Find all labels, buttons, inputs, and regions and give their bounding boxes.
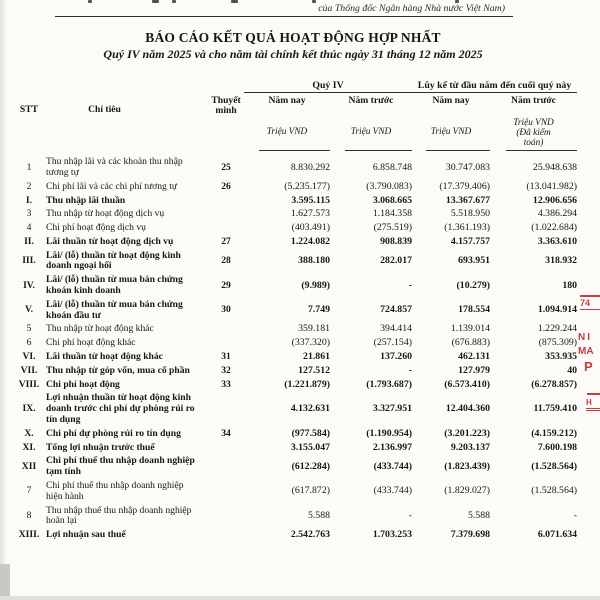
cell-label: Chi phí thuế thu nhập doanh nghiệp hiện hành <box>46 480 184 502</box>
cell-label: Thu nhập từ hoạt động khác <box>46 323 154 335</box>
cell-note: 32 <box>221 364 231 376</box>
table-row <box>12 453 577 478</box>
cell-label: Thu nhập lãi thuần <box>46 194 126 206</box>
stamp-fragment-ma: MA <box>578 346 594 357</box>
cell-q4-now: (1.221.879) <box>284 378 330 390</box>
stamp-fragment-p: P <box>584 359 593 374</box>
cell-q4-prev: 1.703.253 <box>372 529 412 541</box>
cell-label: Lãi thuần từ hoạt động khác <box>46 351 163 363</box>
unit-row <box>12 116 577 149</box>
table-row <box>12 377 577 391</box>
cell-ytd-now: 693.951 <box>458 255 490 267</box>
cell-ytd-prev: (875.309) <box>538 337 578 349</box>
cell-q4-now: 21.861 <box>303 351 330 363</box>
cell-stt: XI. <box>22 441 36 453</box>
cell-ytd-prev: 1.094.914 <box>537 304 578 316</box>
cell-ytd-now: 127.979 <box>458 364 490 376</box>
cell-note <box>208 390 244 425</box>
unit-label: Triệu VND <box>513 117 554 128</box>
cell-q4-prev: 3.327.951 <box>372 403 412 415</box>
cell-ytd-prev: 25.948.638 <box>532 161 578 173</box>
cell-stt: 2 <box>26 180 32 192</box>
cell-stt: IX. <box>22 403 36 415</box>
cell-label: Lãi/ (lỗ) thuần từ mua bán chứng khoán kinh doanh <box>46 274 183 297</box>
cell-note <box>208 206 244 220</box>
table-row <box>12 321 577 335</box>
audited-note: (Đã kiểm toán) <box>516 127 551 148</box>
stamp-fragment-ni: NI <box>578 332 592 343</box>
table-row <box>12 349 577 363</box>
cell-q4-now: 1.627.573 <box>290 208 330 220</box>
stamp-fragment-h: H <box>586 398 600 411</box>
cell-note: 30 <box>221 304 231 316</box>
cell-q4-prev: (1.190.954) <box>366 427 412 439</box>
cell-label: Chi phí lãi và các chi phí tương tự <box>46 180 178 192</box>
cell-stt: 4 <box>26 222 32 234</box>
cell-ytd-now: 5.518.950 <box>450 208 490 220</box>
cell-stt: XII <box>21 460 37 472</box>
cell-stt: 8 <box>26 510 32 522</box>
table-row <box>12 272 577 297</box>
scan-corner-artifact <box>0 564 10 600</box>
cell-ytd-now: 462.131 <box>458 351 490 363</box>
cell-ytd-now: 5.588 <box>467 510 490 522</box>
cell-note <box>208 335 244 349</box>
report-subtitle: Quý IV năm 2025 và cho năm tài chính kết thúc ngày 31 tháng 12 năm 2025 <box>103 47 483 61</box>
cell-stt: 7 <box>26 485 32 497</box>
group-header-quarter: Quý IV <box>244 66 412 93</box>
clipped-text-fragments <box>0 0 600 3</box>
cell-label: Chi phí dự phòng rủi ro tín dụng <box>46 427 181 439</box>
cell-q4-now: 127.512 <box>298 364 330 376</box>
table-row <box>12 440 577 454</box>
column-header-row <box>12 93 577 116</box>
cell-ytd-prev: 3.363.610 <box>537 235 578 247</box>
cell-stt: 3 <box>26 208 32 220</box>
cell-ytd-now: (1.829.027) <box>444 485 490 497</box>
column-group-row <box>12 66 577 93</box>
header-ytd-prior-year: Năm trước <box>511 95 556 106</box>
cell-q4-now: (337.320) <box>291 337 330 349</box>
cell-ytd-now: 9.203.137 <box>450 441 490 453</box>
cell-label: Chi phí hoạt động dịch vụ <box>46 222 146 234</box>
cell-q4-now: 5.588 <box>307 510 330 522</box>
cell-stt: XIII. <box>18 529 40 541</box>
table-row <box>12 390 577 425</box>
cell-ytd-prev: (1.022.684) <box>531 222 578 234</box>
cell-q4-now: (612.284) <box>291 460 330 472</box>
cell-stt: 6 <box>26 337 32 349</box>
cell-ytd-prev: (1.528.564) <box>531 485 578 497</box>
cell-note: 26 <box>221 180 231 192</box>
cell-q4-now: (9.989) <box>301 279 330 291</box>
table-row <box>12 426 577 440</box>
table-row <box>12 220 577 234</box>
group-header-ytd: Lũy kế từ đầu năm đến cuối quý này <box>412 66 577 93</box>
report-title: BÁO CÁO KẾT QUẢ HOẠT ĐỘNG HỢP NHẤT <box>145 30 441 45</box>
cell-ytd-prev: 7.600.198 <box>537 441 578 453</box>
cell-label: Chi phí hoạt động <box>46 378 120 390</box>
cell-q4-prev: 394.414 <box>380 323 412 335</box>
cell-q4-now: 3.595.115 <box>291 194 330 206</box>
cell-ytd-prev: 318.932 <box>545 255 578 267</box>
cell-ytd-prev: 180 <box>562 279 578 291</box>
cell-label: Lãi/ (lỗ) thuần từ hoạt động kinh doanh ngoại hối <box>46 249 181 272</box>
cell-ytd-prev: 11.759.410 <box>533 403 578 415</box>
governor-note: của Thống đốc Ngân hàng Nhà nước Việt Nam) <box>318 3 505 14</box>
cell-ytd-prev: - <box>573 510 578 522</box>
cell-label: Lợi nhuận thuần từ hoạt động kinh doanh trước chi phí dự phòng rủi ro tín dụng <box>46 392 195 426</box>
scan-bottom-edge <box>0 596 600 600</box>
cell-label: Thu nhập từ hoạt động dịch vụ <box>46 208 165 220</box>
cell-q4-prev: (275.519) <box>373 222 412 234</box>
cell-q4-prev: 137.260 <box>380 351 412 363</box>
cell-q4-now: 388.180 <box>298 255 330 267</box>
cell-ytd-now: 7.379.698 <box>450 529 490 541</box>
cell-note: 25 <box>221 161 231 173</box>
header-stt: STT <box>19 104 39 115</box>
header-ytd-current-year: Năm nay <box>432 95 470 106</box>
cell-note: 29 <box>221 279 231 291</box>
stamp-fragment-dash <box>587 393 600 395</box>
header-rule <box>55 16 513 17</box>
cell-note: 33 <box>221 378 231 390</box>
unit-q4-now: Triệu VND <box>266 126 308 137</box>
cell-ytd-prev: 6.071.634 <box>537 529 578 541</box>
cell-q4-prev: - <box>408 364 412 376</box>
cell-q4-now: (977.584) <box>291 427 330 439</box>
cell-q4-prev: 2.136.997 <box>372 441 412 453</box>
cell-q4-prev: 282.017 <box>380 255 412 267</box>
cell-stt: II. <box>24 235 34 247</box>
table-row <box>12 503 577 528</box>
cell-ytd-now: 12.404.360 <box>445 403 490 415</box>
cell-ytd-now: 4.157.757 <box>450 235 490 247</box>
cell-q4-prev: 3.068.665 <box>372 194 412 206</box>
header-q4-prior-year: Năm trước <box>348 95 394 106</box>
income-statement-table <box>12 66 577 541</box>
header-thuyet-minh: Thuyết minh <box>211 94 241 116</box>
cell-stt: X. <box>24 427 34 439</box>
cell-ytd-prev: 4.386.294 <box>537 208 578 220</box>
cell-q4-now: (403.491) <box>291 222 330 234</box>
cell-label: Lãi/ (lỗ) thuần từ mua bán chứng khoán đầu tư <box>46 298 183 321</box>
cell-note: 34 <box>221 427 231 439</box>
cell-label: Thu nhập từ góp vốn, mua cổ phần <box>46 364 190 376</box>
cell-note: 28 <box>221 255 231 267</box>
cell-stt: VIII. <box>18 378 40 390</box>
cell-ytd-prev: 12.906.656 <box>532 194 578 206</box>
cell-ytd-now: (1.361.193) <box>444 222 490 234</box>
table-row <box>12 206 577 220</box>
table-row <box>12 363 577 377</box>
header-q4-current-year: Năm nay <box>268 95 306 106</box>
unit-ytd-now: Triệu VND <box>430 126 472 137</box>
cell-q4-prev: 1.184.358 <box>372 208 412 220</box>
table-row <box>12 527 577 541</box>
cell-q4-prev: 6.858.748 <box>372 161 412 173</box>
cell-stt: IV. <box>23 279 35 291</box>
cell-ytd-now: (676.883) <box>451 337 490 349</box>
cell-q4-now: 1.224.082 <box>290 235 330 247</box>
cell-ytd-now: 1.139.014 <box>450 323 490 335</box>
cell-q4-now: 4.132.631 <box>290 403 330 415</box>
cell-q4-now: 2.542.763 <box>290 529 330 541</box>
cell-note <box>208 503 244 528</box>
cell-q4-now: (617.872) <box>291 485 330 497</box>
cell-label: Lợi nhuận sau thuế <box>46 529 126 541</box>
cell-q4-prev: - <box>408 510 412 522</box>
cell-q4-now: 359.181 <box>298 323 330 335</box>
table-row <box>12 478 577 503</box>
cell-ytd-prev: 353.935 <box>545 351 578 363</box>
cell-q4-prev: (1.793.687) <box>366 378 412 390</box>
cell-q4-prev: (433.744) <box>373 460 412 472</box>
header-chi-tieu: Chỉ tiêu <box>88 104 121 115</box>
cell-q4-now: 8.830.292 <box>290 161 330 173</box>
cell-ytd-now: (17.379.406) <box>439 180 490 192</box>
cell-note <box>208 478 244 503</box>
scan-left-shadow <box>0 0 7 600</box>
cell-stt: III. <box>22 255 36 267</box>
cell-label: Lãi thuần từ hoạt động dịch vụ <box>46 235 174 247</box>
cell-stt: V. <box>24 304 34 316</box>
cell-label: Chi phí hoạt động khác <box>46 337 136 349</box>
table-body <box>12 154 577 541</box>
cell-stt: 5 <box>26 323 32 335</box>
cell-stt: VI. <box>22 351 36 363</box>
cell-ytd-now: (10.279) <box>456 279 490 291</box>
cell-q4-prev: (3.790.083) <box>366 180 412 192</box>
unit-q4-prev: Triệu VND <box>350 126 392 137</box>
cell-label: Thu nhập thuế thu nhập doanh nghiệp hoãn lại <box>46 504 192 527</box>
unit-ytd-prev <box>490 116 577 149</box>
cell-q4-prev: (257.154) <box>373 337 412 349</box>
cell-q4-prev: (433.744) <box>373 485 412 497</box>
cell-ytd-prev: (13.041.982) <box>526 180 578 192</box>
cell-note <box>208 193 244 207</box>
cell-label: Thu nhập lãi và các khoản thu nhập tương tự <box>46 156 183 178</box>
cell-stt: VII. <box>20 364 38 376</box>
table-row <box>12 248 577 273</box>
table-row <box>12 297 577 322</box>
cell-q4-prev: 908.839 <box>380 235 412 247</box>
cell-ytd-prev: 1.229.244 <box>537 323 578 335</box>
table-row <box>12 193 577 207</box>
cell-note <box>208 440 244 454</box>
cell-label: Tổng lợi nhuận trước thuế <box>46 441 155 453</box>
cell-note <box>208 453 244 478</box>
cell-note <box>208 321 244 335</box>
table-row <box>12 154 577 179</box>
cell-note: 31 <box>221 351 231 363</box>
table-row <box>12 335 577 349</box>
cell-ytd-now: 178.554 <box>458 304 490 316</box>
cell-q4-now: (5.235.177) <box>284 180 330 192</box>
cell-note <box>208 220 244 234</box>
cell-ytd-now: (6.573.410) <box>444 378 490 390</box>
cell-note <box>208 527 244 541</box>
table-row <box>12 234 577 248</box>
cell-q4-prev: 724.857 <box>380 304 412 316</box>
table-row <box>12 179 577 193</box>
cell-ytd-now: (1.823.439) <box>444 460 490 472</box>
cell-q4-now: 3.155.047 <box>290 441 330 453</box>
cell-ytd-prev: (1.528.564) <box>531 460 578 472</box>
cell-ytd-now: 13.367.677 <box>445 194 490 206</box>
cell-stt: I. <box>25 194 33 206</box>
cell-label: Chi phí thuế thu nhập doanh nghiệp tạm tính <box>46 455 195 478</box>
cell-q4-now: 7.749 <box>307 304 330 316</box>
cell-ytd-now: (3.201.223) <box>444 427 490 439</box>
stamp-fragment-74: 74 <box>580 295 600 310</box>
cell-ytd-prev: (6.278.857) <box>531 378 578 390</box>
cell-q4-prev: - <box>408 279 412 291</box>
cell-ytd-now: 30.747.083 <box>445 161 490 173</box>
cell-ytd-prev: 40 <box>567 364 578 376</box>
cell-ytd-prev: (4.159.212) <box>531 427 578 439</box>
cell-stt: 1 <box>26 161 32 173</box>
cell-note: 27 <box>221 235 231 247</box>
